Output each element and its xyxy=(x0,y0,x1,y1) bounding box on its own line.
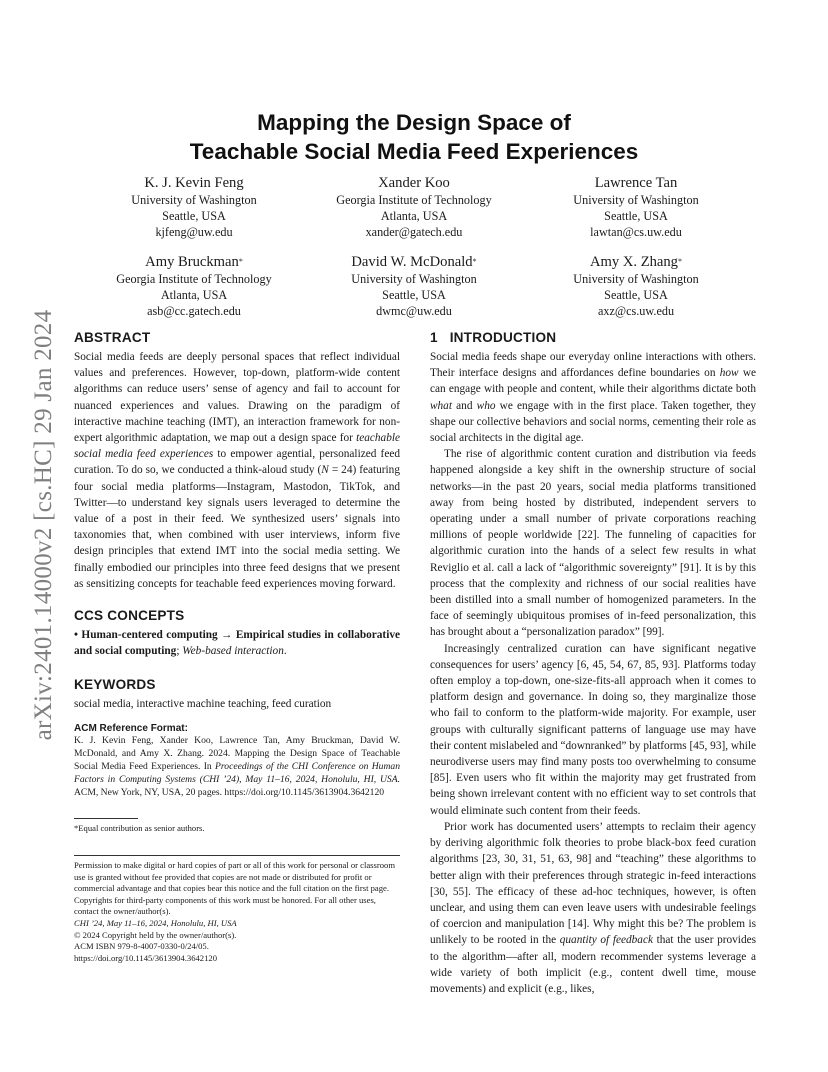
author-location: Atlanta, USA xyxy=(160,287,228,302)
intro-paragraph-1: Social media feeds shape our everyday online interactions with others. Their interface designs and affordances define boundaries on how we can engage with people and content, while their algorithms dictate both what and who we engage with in the first place. Taken together, they shape our collective behaviors and social norms, cementing their role as social architects in the digital age. xyxy=(430,351,756,445)
permission-text: Permission to make digital or hard copies of part or all of this work for personal or classroom use is granted without fee provided that copies are not made or distributed for profit or commercial advantage and that copies bear this notice and the full citation on the first page. Copyrights for third-party components of this work must be honored. For all other uses, contact the owner/author(s). xyxy=(74,860,395,917)
right-column xyxy=(430,330,756,997)
author-block xyxy=(506,174,766,240)
author-affiliation: Georgia Institute of Technology xyxy=(116,272,272,286)
permission-block xyxy=(74,860,400,964)
author-affiliation: University of Washington xyxy=(573,193,699,207)
intro-paragraph-3: Increasingly centralized curation can have significant negative consequences for users’ agency [6, 45, 54, 67, 85, 93]. Platforms today often employ a top-down, one-size-fits-all approach when it comes to platform design and governance. In doing so, they marginalize those who fail to conform to the platform-wide majority. For example, user groups with culturally significant patterns of language use may have their content mislabeled and “downranked” by platforms [45, 93], while neurodiverse users may find many posts too overwhelming to consume [85]. Even users who fit within the majority may get frustrated from being shown irrelevant content with no efficient way to set controls that would eliminate such content from their feeds. xyxy=(430,642,756,817)
intro-paragraph-2: The rise of algorithmic content curation and distribution via feeds happened alongside a key shift in the ownership structure of social networks—in the past 20 years, social media platforms transitioned away from being hosted by distributed, independent servers to operating under a small number of private corporations reaching millions of people worldwide [22]. The funneling of capacities for algorithmic curation into the hands of a select few results in what Reviglio et al. call a lack of “algorithmic sovereignty” [91]. It is by this process that the complexity and richness of our social realities have been distilled into a small number of homogenized parameters. In the face of seemingly ubiquitous promises of in-feed personalization, this has brought about a “personalization paradox” [99]. xyxy=(430,448,756,639)
author-location: Atlanta, USA xyxy=(380,208,448,223)
keywords-heading: KEYWORDS xyxy=(74,677,156,693)
author-affiliation: University of Washington xyxy=(351,272,477,286)
author-email: lawtan@cs.uw.edu xyxy=(590,224,682,239)
permission-copyright: © 2024 Copyright held by the owner/author(s). xyxy=(74,929,237,940)
keywords-text: social media, interactive machine teaching, feed curation xyxy=(74,698,332,711)
author-name: K. J. Kevin Feng xyxy=(144,175,244,191)
author-block xyxy=(506,253,766,319)
permission-doi: https://doi.org/10.1145/3613904.3642120 xyxy=(74,952,217,963)
author-email: dwmc@uw.edu xyxy=(376,303,452,318)
ccs-text: • Human-centered computing → Empirical studies in collaborative and social computing; Web-based interaction. xyxy=(74,629,400,658)
author-block xyxy=(284,253,544,319)
author-location: Seattle, USA xyxy=(162,208,226,223)
author-email: asb@cc.gatech.edu xyxy=(147,303,241,318)
author-name: Amy Bruckman* xyxy=(145,254,243,270)
footnote-text: *Equal contribution as senior authors. xyxy=(74,823,205,833)
permission-rule xyxy=(74,855,400,856)
author-email: xander@gatech.edu xyxy=(365,224,463,239)
title-line-2: Teachable Social Media Feed Experiences xyxy=(189,139,639,164)
author-name: Xander Koo xyxy=(378,175,450,191)
author-location: Seattle, USA xyxy=(382,287,446,302)
permission-isbn: ACM ISBN 979-8-4007-0330-0/24/05. xyxy=(74,941,209,952)
footnote xyxy=(74,822,400,835)
introduction-heading: 1 INTRODUCTION xyxy=(430,330,557,345)
abstract-heading: ABSTRACT xyxy=(74,330,151,345)
author-name: Amy X. Zhang* xyxy=(590,254,682,270)
author-location: Seattle, USA xyxy=(604,208,668,223)
acm-reference-heading: ACM Reference Format: xyxy=(74,722,188,734)
paper-title xyxy=(74,108,754,166)
author-affiliation: Georgia Institute of Technology xyxy=(336,193,492,207)
author-name: David W. McDonald* xyxy=(351,254,477,270)
ccs-heading: CCS CONCEPTS xyxy=(74,608,185,624)
author-name: Lawrence Tan xyxy=(594,175,678,191)
author-affiliation: University of Washington xyxy=(131,193,257,207)
permission-venue: CHI ’24, May 11–16, 2024, Honolulu, HI, USA xyxy=(74,917,237,928)
author-email: kjfeng@uw.edu xyxy=(155,224,233,239)
acm-reference-text: K. J. Kevin Feng, Xander Koo, Lawrence Tan, Amy Bruckman, David W. McDonald, and Amy X. Zhang. 2024. Mapping the Design Space of Teachable Social Media Feed Experiences. In Proceedings of the CHI Conference on Human Factors in Computing Systems (CHI ’24), May 11–16, 2024, Honolulu, HI, USA. ACM, New York, NY, USA, 20 pages. https://doi.org/10.1145/3613904.3642120 xyxy=(74,734,400,798)
author-block xyxy=(284,174,544,240)
intro-paragraph-4: Prior work has documented users’ attempts to reclaim their agency by deriving algorithmic folk theories to probe black-box feed curation algorithms [23, 30, 31, 51, 63, 98] and “teaching” these algorithms to better align with their preferences through strategic in-feed interactions [30, 55]. The efficacy of these ad-hoc techniques, however, is often unclear, and using them can even leave users with undesirable feelings of coercion and manipulation [14]. Why might this be? The problem is unlikely to be rooted in the quantity of feedback that the user provides to the algorithm—after all, modern recommender systems leverage a wide variety of both implicit (e.g., content dwell time, mouse movements) and explicit (e.g., likes, xyxy=(430,820,756,995)
author-location: Seattle, USA xyxy=(604,287,668,302)
author-email: axz@cs.uw.edu xyxy=(597,303,675,318)
left-column xyxy=(74,330,400,799)
abstract-text: Social media feeds are deeply personal spaces that reflect individual values and preferences. However, top-down, platform-wide content algorithms can reduce users’ sense of agency and fail to account for nuanced experiences and values. Drawing on the paradigm of interactive machine teaching (IMT), an interaction framework for non-expert algorithmic adaptation, we map out a design space for teachable social media feed experiences to empower agential, personalized feed curation. To do so, we conducted a think-aloud study (N = 24) featuring four social media platforms—Instagram, Mastodon, TikTok, and Twitter—to understand key signals users leveraged to determine the value of a post in their feed. We synthesized users’ signals into taxonomies that, when combined with user interviews, inform five design principles that extend IMT into the social media setting. We finally embodied our principles into three feed designs that we present as sensitizing concepts for teachable feed experiences moving forward. xyxy=(74,351,400,590)
title-line-1: Mapping the Design Space of xyxy=(257,110,571,135)
arxiv-watermark xyxy=(14,290,74,760)
acm-reference xyxy=(74,723,400,799)
author-affiliation: University of Washington xyxy=(573,272,699,286)
footnote-rule xyxy=(74,818,138,819)
arxiv-id: arXiv:2401.14000v2 [cs.HC] 29 Jan 2024 xyxy=(30,309,57,741)
